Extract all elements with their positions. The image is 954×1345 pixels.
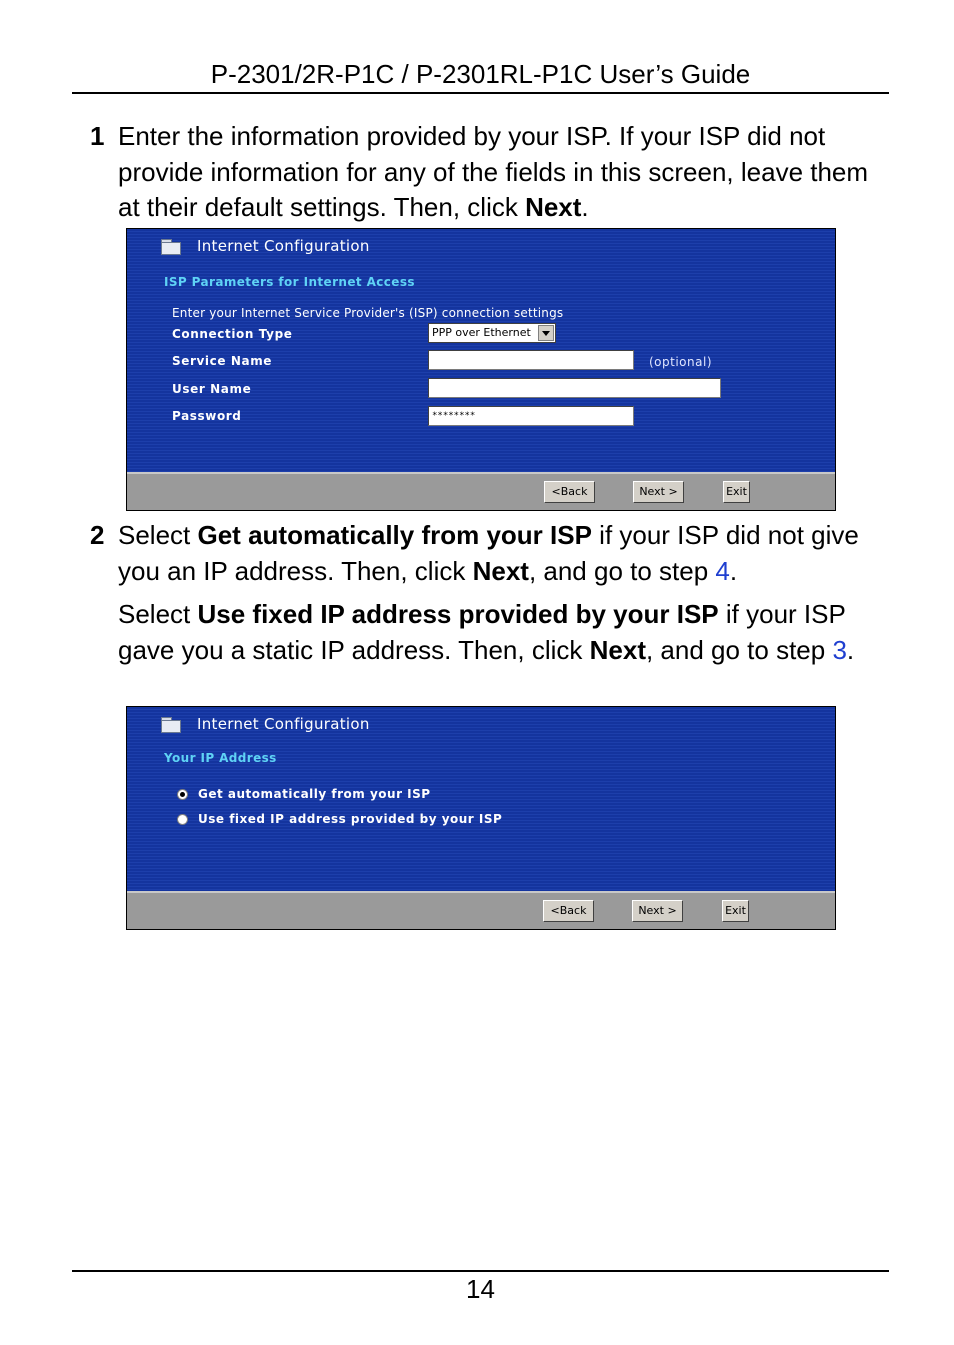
- guide-title: P-2301/2R-P1C / P-2301RL-P1C User’s Guide: [210, 59, 751, 89]
- next-button[interactable]: Next >: [632, 900, 683, 922]
- connection-type-select[interactable]: PPP over Ethernet: [428, 323, 556, 343]
- screen-title: Internet Configuration: [161, 235, 370, 257]
- back-button[interactable]: <Back: [544, 481, 595, 503]
- optional-note: (optional): [649, 355, 712, 369]
- ip-address-screenshot: [126, 706, 836, 930]
- step-4-link[interactable]: 4: [715, 555, 730, 586]
- isp-parameters-screenshot: [126, 228, 836, 511]
- step-number: 2: [90, 520, 105, 550]
- footer-divider: [72, 1270, 889, 1272]
- step-1-text: Enter the information provided by your ISP. If your ISP did not provide information for any of the fields in this screen, leave them at their default settings. Then, click Next.: [118, 121, 869, 222]
- exit-button[interactable]: Exit: [722, 900, 749, 922]
- folder-icon: [161, 717, 181, 732]
- step-number: 1: [90, 121, 105, 151]
- service-name-input[interactable]: [428, 350, 634, 370]
- option-get-automatically[interactable]: Get automatically from your ISP: [177, 787, 431, 801]
- step-2-text-auto: Select Get automatically from your ISP if your ISP did not give you an IP address. Then, click Next, and go to step 4.: [118, 520, 859, 586]
- step-3-link[interactable]: 3: [832, 634, 847, 665]
- step-2: [90, 518, 890, 668]
- chevron-down-icon[interactable]: [538, 325, 554, 341]
- section-heading: ISP Parameters for Internet Access: [164, 275, 415, 289]
- user-name-input[interactable]: [428, 378, 721, 398]
- section-description: Enter your Internet Service Provider's (ISP) connection settings: [172, 306, 564, 320]
- step-1: [90, 119, 890, 226]
- step-2-text-fixed: Select Use fixed IP address provided by your ISP if your ISP gave you a static IP address. Then, click Next, and go to step 3.: [118, 599, 855, 665]
- next-button[interactable]: Next >: [633, 481, 684, 503]
- screen-title: Internet Configuration: [161, 713, 370, 735]
- section-heading: Your IP Address: [164, 751, 277, 765]
- button-bar: [127, 472, 835, 510]
- radio-selected-icon[interactable]: [177, 789, 188, 800]
- button-bar: [127, 891, 835, 929]
- connection-type-label: Connection Type: [172, 327, 293, 341]
- folder-icon: [161, 239, 181, 254]
- option-use-fixed-ip[interactable]: Use fixed IP address provided by your ISP: [177, 812, 502, 826]
- exit-button[interactable]: Exit: [723, 481, 750, 503]
- radio-unselected-icon[interactable]: [177, 814, 188, 825]
- user-name-label: User Name: [172, 382, 252, 396]
- page-number: 14: [466, 1274, 495, 1304]
- password-input[interactable]: [428, 406, 634, 426]
- service-name-label: Service Name: [172, 354, 273, 368]
- password-label: Password: [172, 409, 242, 423]
- page-header: [72, 56, 889, 94]
- back-button[interactable]: <Back: [543, 900, 594, 922]
